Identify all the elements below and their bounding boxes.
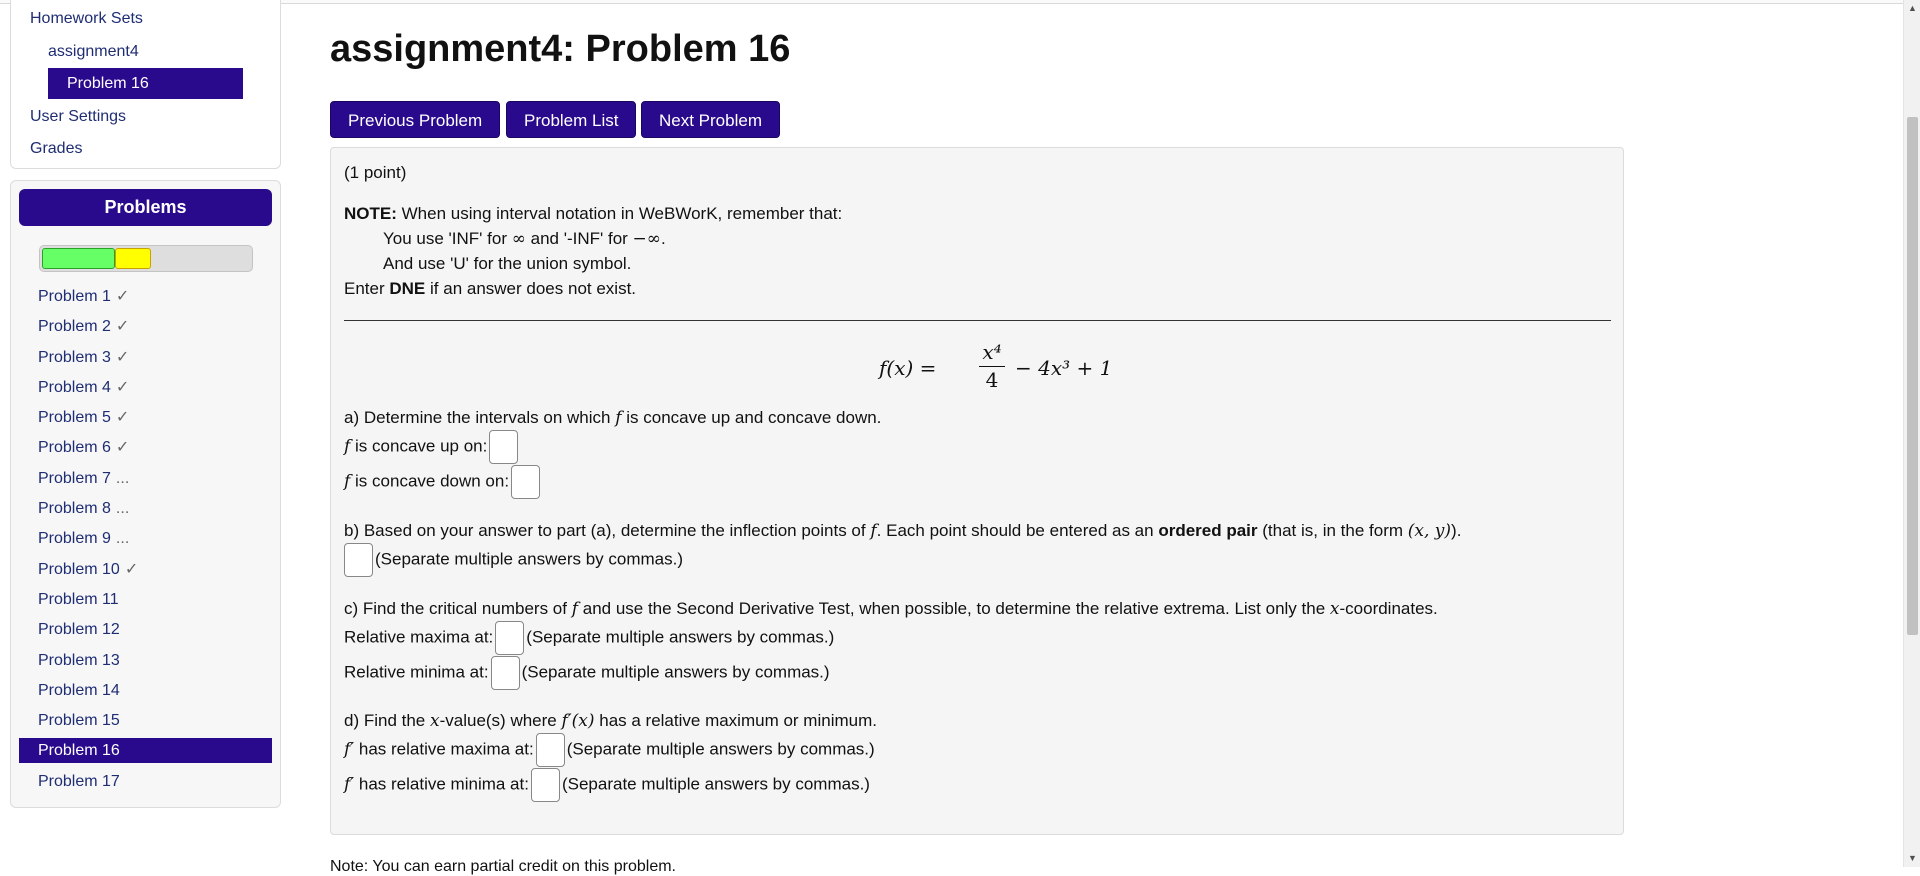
problem-list-item[interactable] [19, 769, 272, 794]
nav-assignment-link[interactable]: assignment4 [48, 43, 139, 60]
note-label: NOTE: [344, 204, 397, 223]
problem-list-item[interactable] [19, 678, 272, 703]
formula-rhs: − 4x³ + 1 [1015, 356, 1113, 380]
problem-label: Problem 1 [38, 288, 111, 305]
check-icon: ✓ [115, 288, 130, 305]
neg-infinity-symbol: −∞ [632, 229, 661, 249]
problem-list-item[interactable] [19, 375, 272, 400]
problem-label: Problem 7 [38, 469, 111, 487]
note-intro: NOTE: When using interval notation in WeBWorK, remember that: [344, 204, 843, 223]
check-icon: ✓ [115, 378, 130, 396]
part-b-prompt: b) Based on your answer to part (a), determine the inflection points of f. Each point should be entered as an ordered pair (that is, in the form (x, y)). [344, 521, 1462, 541]
scroll-up-icon[interactable]: ▲ [1908, 3, 1917, 13]
relative-maxima-input[interactable] [495, 621, 524, 655]
problem-list-item[interactable] [19, 557, 272, 582]
concave-down-input[interactable] [511, 465, 540, 499]
problem-label: Problem 11 [38, 590, 119, 608]
problem-list-item[interactable] [19, 617, 272, 642]
part-d-minima-row: f′ has relative minima at: (Separate multiple answers by commas.) [344, 768, 870, 802]
nav-panel [10, 0, 281, 169]
part-c-prompt: c) Find the critical numbers of f and use the Second Derivative Test, when possible, to determine the relative extrema. List only the x-coordinates. [344, 599, 1438, 619]
check-icon: ✓ [115, 318, 130, 336]
check-icon: ✓ [115, 409, 130, 427]
next-problem-button[interactable]: Next Problem [641, 101, 780, 138]
check-icon: ✓ [115, 348, 130, 366]
problem-list-item[interactable] [19, 708, 272, 733]
problem-label: Problem 12 [38, 621, 120, 639]
page-scrollbar[interactable] [1903, 0, 1920, 867]
note-line-union: And use 'U' for the union symbol. [383, 254, 632, 273]
page-title: assignment4: Problem 16 [330, 28, 791, 70]
part-a-concave-down-row: f is concave down on: [344, 465, 542, 499]
problem-list-item[interactable] [19, 314, 272, 339]
problem-list-item[interactable] [19, 284, 272, 309]
problem-label: Problem 6 [38, 439, 111, 457]
part-d-prompt: d) Find the x-value(s) where f′(x) has a relative maximum or minimum. [344, 711, 877, 731]
previous-problem-button[interactable]: Previous Problem [330, 101, 500, 138]
note-line-dne: Enter DNE if an answer does not exist. [344, 279, 637, 298]
problem-list-item[interactable] [19, 405, 272, 430]
problem-label: Problem 10 [38, 560, 120, 578]
problem-body [330, 147, 1624, 835]
problem-list-item[interactable] [19, 648, 272, 673]
problem-list-item[interactable] [19, 345, 272, 370]
nav-user-settings-link[interactable]: User Settings [30, 108, 127, 125]
check-icon: ✓ [115, 439, 130, 457]
note-line-inf: You use 'INF' for ∞ and '-INF' for −∞. [383, 229, 666, 249]
problem-label: Problem 15 [38, 712, 120, 730]
fprime-minima-input[interactable] [531, 768, 560, 802]
problem-label: Problem 13 [38, 651, 120, 669]
formula-fraction: x⁴ 4 [979, 338, 1005, 393]
problem-label: Problem 5 [38, 409, 111, 427]
problem-label: Problem 17 [38, 772, 120, 790]
fprime-maxima-input[interactable] [536, 733, 565, 767]
check-icon: ✓ [124, 560, 139, 578]
problem-label: Problem 16 [38, 742, 120, 760]
top-border [0, 0, 1920, 4]
nav-homework-sets-link[interactable]: Homework Sets [30, 10, 143, 27]
problems-header: Problems [19, 189, 272, 226]
problem-label: Problem 14 [38, 681, 120, 699]
problems-panel [10, 180, 281, 808]
problem-label: Problem 4 [38, 378, 111, 396]
part-b-answer-row: (Separate multiple answers by commas.) [344, 543, 683, 577]
points-label: (1 point) [344, 163, 407, 182]
problem-list-item[interactable] [19, 738, 272, 763]
infinity-symbol: ∞ [511, 229, 526, 249]
problem-label: Problem 2 [38, 318, 111, 336]
part-d-maxima-row: f′ has relative maxima at: (Separate multiple answers by commas.) [344, 733, 875, 767]
problem-label: Problem 3 [38, 348, 111, 366]
inflection-points-input[interactable] [344, 543, 373, 577]
scroll-thumb[interactable] [1907, 117, 1918, 635]
ellipsis-icon: ... [115, 530, 130, 548]
scroll-down-icon[interactable]: ▼ [1908, 853, 1917, 863]
problem-list-item[interactable] [19, 496, 272, 521]
problem-list-button[interactable]: Problem List [506, 101, 636, 138]
divider [344, 320, 1611, 321]
function-formula [879, 338, 1139, 398]
progress-bar [39, 245, 253, 272]
progress-partial [115, 248, 151, 269]
problem-label: Problem 8 [38, 500, 111, 518]
nav-current-problem-link[interactable]: Problem 16 [48, 68, 243, 99]
part-c-minima-row: Relative minima at: (Separate multiple answers by commas.) [344, 656, 830, 690]
problem-label: Problem 9 [38, 530, 111, 548]
nav-grades-link[interactable]: Grades [30, 140, 83, 157]
part-a-concave-up-row: f is concave up on: [344, 430, 520, 464]
part-c-maxima-row: Relative maxima at: (Separate multiple answers by commas.) [344, 621, 834, 655]
part-a-prompt: a) Determine the intervals on which f is concave up and concave down. [344, 408, 882, 428]
progress-correct [42, 248, 115, 269]
problem-list-item[interactable] [19, 587, 272, 612]
concave-up-input[interactable] [489, 430, 518, 464]
problem-list-item[interactable] [19, 466, 272, 491]
relative-minima-input[interactable] [491, 656, 520, 690]
ellipsis-icon: ... [115, 500, 130, 518]
problem-list [19, 284, 272, 799]
ellipsis-icon: ... [115, 469, 130, 487]
formula-lhs: f(x) = [879, 356, 937, 380]
bottom-note: Note: You can earn partial credit on this problem. [330, 858, 676, 875]
problem-list-item[interactable] [19, 526, 272, 551]
problem-list-item[interactable] [19, 435, 272, 460]
